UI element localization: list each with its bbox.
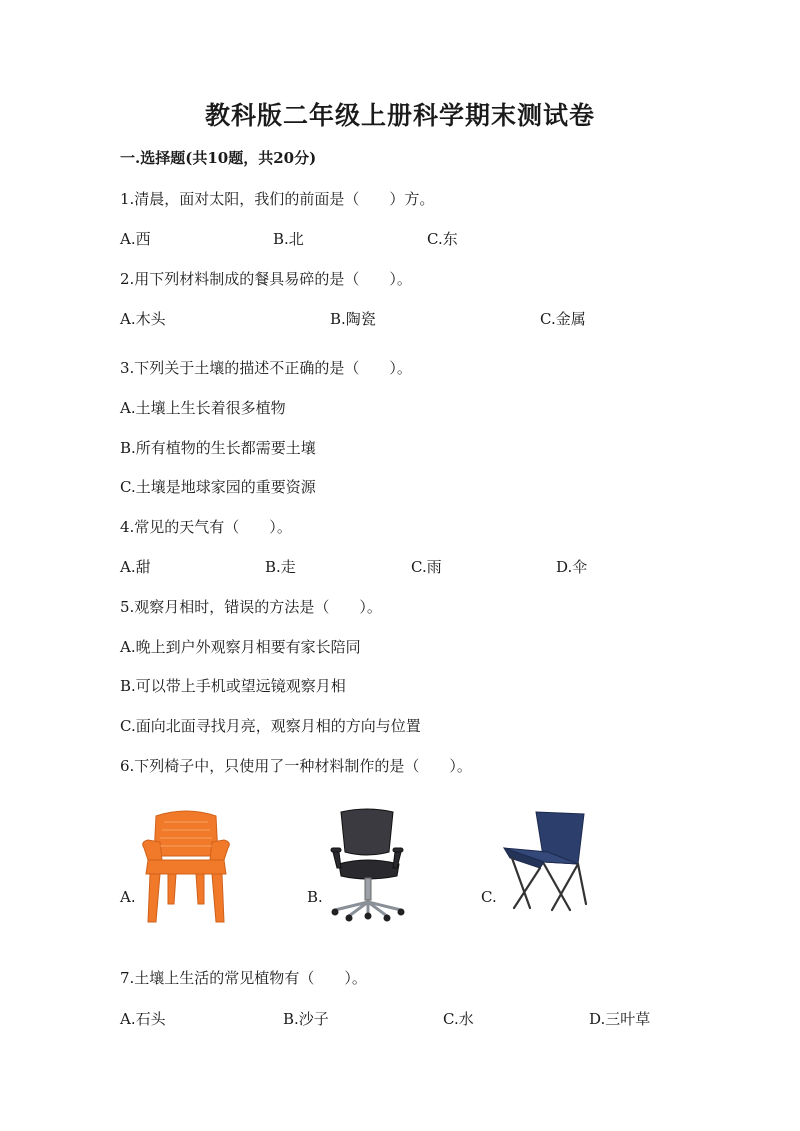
question-7-option-d[interactable]: D.三叶草 — [589, 1010, 651, 1028]
question-5-option-c[interactable]: C.面向北面寻找月亮，观察月相的方向与位置 — [120, 717, 421, 735]
question-7-option-c[interactable]: C.水 — [443, 1010, 474, 1028]
question-4-option-d[interactable]: D.伞 — [556, 558, 588, 576]
question-3-option-b[interactable]: B.所有植物的生长都需要土壤 — [120, 439, 316, 457]
question-5-stem: 5.观察月相时，错误的方法是（ ）。 — [120, 598, 382, 616]
folding-camp-chair-icon[interactable] — [500, 808, 592, 914]
question-4-option-c[interactable]: C.雨 — [411, 558, 442, 576]
question-6-option-a[interactable]: A. — [120, 888, 136, 906]
question-5-option-a[interactable]: A.晚上到户外观察月相要有家长陪同 — [120, 638, 361, 656]
question-4-stem: 4.常见的天气有（ ）。 — [120, 518, 292, 536]
question-2-option-b[interactable]: B.陶瓷 — [330, 310, 376, 328]
question-1-stem: 1.清晨，面对太阳，我们的前面是（ ）方。 — [120, 190, 435, 208]
section-heading: 一.选择题(共10题，共20分) — [120, 149, 317, 167]
exam-title: 教科版二年级上册科学期末测试卷 — [204, 101, 595, 130]
question-6-option-b[interactable]: B. — [307, 888, 323, 906]
question-1-option-c[interactable]: C.东 — [427, 230, 458, 248]
question-1-option-b[interactable]: B.北 — [273, 230, 304, 248]
question-3-stem: 3.下列关于土壤的描述不正确的是（ ）。 — [120, 359, 412, 377]
question-7-option-b[interactable]: B.沙子 — [283, 1010, 329, 1028]
question-2-option-a[interactable]: A.木头 — [120, 310, 166, 328]
question-6-option-c[interactable]: C. — [481, 888, 497, 906]
question-3-option-a[interactable]: A.土壤上生长着很多植物 — [120, 399, 286, 417]
question-2-stem: 2.用下列材料制成的餐具易碎的是（ ）。 — [120, 270, 412, 288]
question-4-option-b[interactable]: B.走 — [265, 558, 296, 576]
question-1-option-a[interactable]: A.西 — [120, 230, 151, 248]
question-6-stem: 6.下列椅子中，只使用了一种材料制作的是（ ）。 — [120, 757, 472, 775]
question-3-option-c[interactable]: C.土壤是地球家园的重要资源 — [120, 478, 316, 496]
question-2-option-c[interactable]: C.金属 — [540, 310, 586, 328]
office-chair-icon[interactable] — [327, 808, 409, 922]
plastic-chair-icon[interactable] — [138, 808, 234, 924]
question-5-option-b[interactable]: B.可以带上手机或望远镜观察月相 — [120, 677, 346, 695]
question-4-option-a[interactable]: A.甜 — [120, 558, 151, 576]
question-7-option-a[interactable]: A.石头 — [120, 1010, 166, 1028]
question-7-stem: 7.土壤上生活的常见植物有（ ）。 — [120, 969, 367, 987]
